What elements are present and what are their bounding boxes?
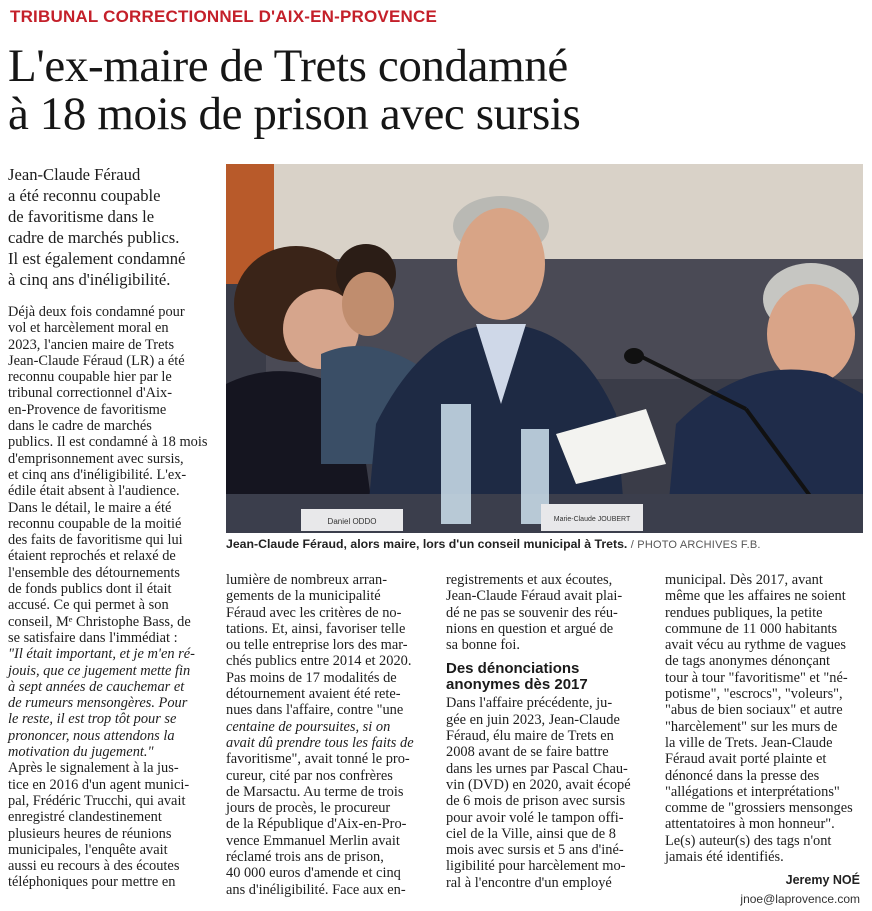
- text-line: même que les affaires ne soient: [665, 588, 846, 605]
- text-line: vence Emmanuel Merlin avait: [226, 832, 400, 849]
- text-line: de 6 mois de prison avec sursis: [446, 793, 626, 810]
- text-line: Déjà deux fois condamné pour: [8, 304, 185, 320]
- lead-line: à cinq ans d'inéligibilité.: [8, 270, 171, 289]
- text-line: registrements et aux écoutes,: [446, 572, 613, 588]
- text-line: accusé. Ce qui permet à son: [8, 597, 169, 614]
- text-line: dé ne pas se souvenir des réu-: [446, 604, 618, 621]
- text-line: Pas moins de 17 modalités de: [226, 669, 397, 686]
- author-email[interactable]: jnoe@laprovence.com: [740, 892, 860, 906]
- subheading: [446, 661, 652, 693]
- text-line: ans d'inéligibilité. Face aux en-: [226, 881, 406, 898]
- text-line: nions en question et argué de: [446, 620, 614, 637]
- text-line: favoritisme", avait tonné le pro-: [226, 751, 410, 768]
- article-column-3: [446, 572, 652, 891]
- text-line: étaient reprochés et relaxé de: [8, 548, 176, 565]
- quote-line: motivation du jugement.": [8, 744, 154, 761]
- text-line: "allégations et interprétations": [665, 783, 840, 800]
- headline: [8, 42, 848, 138]
- text-line: Féraud avec les critères de no-: [226, 604, 402, 621]
- text-line: plusieurs heures de réunions: [8, 825, 172, 842]
- text-line: ciel de la Ville, ainsi que de 8: [446, 825, 616, 842]
- caption-text: Jean-Claude Féraud, alors maire, lors d'un conseil municipal à Trets.: [226, 537, 628, 551]
- lead-line: Il est également condamné: [8, 249, 186, 268]
- quote-line: jouis, que ce jugement mette fin: [8, 662, 191, 679]
- text-line: attentatoires à mon honneur".: [665, 816, 835, 833]
- text-line: et cinq ans d'inéligibilité. L'ex-: [8, 466, 187, 483]
- text-line: 40 000 euros d'amende et cinq: [226, 865, 401, 882]
- text-line: centaine de poursuites, si on: [226, 718, 391, 735]
- text-line: dénoncé dans la presse des: [665, 767, 820, 784]
- subheading-line: anonymes dès 2017: [446, 676, 588, 694]
- text-line: tour à tour "favoritisme" et "né-: [665, 669, 848, 686]
- text-line: cureur, cité par nos confrères: [226, 767, 393, 784]
- text-line: pal, Frédéric Trucchi, qui avait: [8, 792, 186, 809]
- text-line: ral à l'encontre d'un employé: [446, 874, 612, 891]
- lead-paragraph: [8, 164, 214, 290]
- text-line: potisme", "escrocs", "voleurs",: [665, 686, 843, 703]
- text-line: se satisfaire dans l'immédiat :: [8, 629, 178, 646]
- text-line: Dans l'affaire précédente, ju-: [446, 695, 613, 712]
- text-line: vol et harcèlement moral en: [8, 320, 169, 337]
- lead-line: de favoritisme dans le: [8, 207, 155, 226]
- quote-line: de rumeurs mensongères. Pour: [8, 695, 188, 712]
- text-line: nues dans l'affaire, contre "une: [226, 702, 404, 719]
- text-line: rendues publiques, la petite: [665, 604, 823, 621]
- text-line: téléphoniques pour mettre en: [8, 874, 176, 891]
- article-photo: [226, 164, 863, 533]
- text-line: Dans le détail, le maire a été: [8, 499, 172, 516]
- article-column-2: [226, 572, 436, 898]
- photo-credit: / PHOTO ARCHIVES F.B.: [630, 539, 761, 551]
- text-line: sa bonne foi.: [446, 637, 520, 654]
- text-line: "harcèlement" sur les murs de: [665, 718, 838, 735]
- lead-line: a été reconnu coupable: [8, 186, 161, 205]
- text-line: chés publics entre 2014 et 2020.: [226, 653, 412, 670]
- text-line: tribunal correctionnel d'Aix-: [8, 385, 173, 402]
- text-line: "abus de bien sociaux" et autre: [665, 702, 843, 719]
- text-line: tice en 2016 d'un agent munici-: [8, 776, 190, 793]
- text-line: dans les urnes par Pascal Chau-: [446, 760, 628, 777]
- text-line: avait vécu au rythme de vagues: [665, 637, 847, 654]
- text-line: édile était absent à l'audience.: [8, 483, 180, 500]
- quote-line: prononcer, nous attendons la: [8, 727, 175, 744]
- text-line: mois avec sursis et 5 ans d'iné-: [446, 842, 624, 859]
- council-meeting-photo: [226, 164, 863, 533]
- text-line: conseil, Mᵉ Christophe Bass, de: [8, 613, 191, 630]
- text-line: 2023, l'ancien maire de Trets: [8, 336, 175, 353]
- text-line: gements de la municipalité: [226, 588, 381, 605]
- text-line: dans le cadre de marchés: [8, 418, 152, 435]
- text-line: comme de "grossiers mensonges: [665, 800, 853, 817]
- headline-line: L'ex-maire de Trets condamné: [8, 40, 568, 92]
- text-line: avait dû prendre tous les faits de: [226, 734, 414, 751]
- quote-line: le reste, il est trop tôt pour se: [8, 711, 177, 728]
- text-line: aussi eu recours à des écoutes: [8, 858, 180, 875]
- text-line: la ville de Trets. Jean-Claude: [665, 734, 833, 751]
- text-line: municipales, l'enquête avait: [8, 841, 168, 858]
- text-line: jours de procès, le procureur: [226, 800, 391, 817]
- text-line: Le(s) auteur(s) des tags n'ont: [665, 832, 832, 849]
- text-line: gée en juin 2023, Jean-Claude: [446, 711, 620, 728]
- text-line: vin (DVD) en 2020, avait écopé: [446, 776, 631, 793]
- headline-line: à 18 mois de prison avec sursis: [8, 88, 581, 140]
- text-line: 2008 avant de se faire battre: [446, 744, 609, 761]
- text-line: reconnu coupable de la moitié: [8, 515, 182, 532]
- text-line: commune de 11 000 habitants: [665, 620, 838, 637]
- text-line: enregistré clandestinement: [8, 809, 162, 826]
- section-kicker: TRIBUNAL CORRECTIONNEL D'AIX-EN-PROVENCE: [10, 7, 437, 26]
- text-line: en-Provence de favoritisme: [8, 401, 167, 418]
- text-line: municipal. Dès 2017, avant: [665, 572, 823, 588]
- text-line: reconnu coupable hier par le: [8, 369, 172, 386]
- nameplate-left: Daniel ODDO: [327, 517, 377, 526]
- text-line: Après le signalement à la jus-: [8, 760, 179, 777]
- text-line: jamais été identifiés.: [665, 849, 784, 866]
- lead-line: cadre de marchés publics.: [8, 228, 180, 247]
- nameplate-right: Marie-Claude JOUBERT: [553, 516, 631, 523]
- text-line: de la République d'Aix-en-Pro-: [226, 816, 407, 833]
- text-line: ou telle entreprise lors des mar-: [226, 637, 408, 654]
- author-signature: Jeremy NOÉ: [785, 873, 860, 887]
- text-line: lumière de nombreux arran-: [226, 572, 388, 588]
- photo-caption: [226, 537, 866, 551]
- text-line: ligibilité pour harcèlement mo-: [446, 858, 626, 875]
- text-line: d'emprisonnement avec sursis,: [8, 450, 184, 467]
- text-line: Jean-Claude Féraud (LR) a été: [8, 352, 185, 369]
- quote-line: à sept années de cauchemar et: [8, 678, 185, 695]
- text-line: détournement avaient été rete-: [226, 686, 401, 703]
- quote-line: "Il était important, et je m'en ré-: [8, 646, 195, 663]
- text-line: pour avoir volé le tampon offi-: [446, 809, 624, 826]
- text-line: Jean-Claude Féraud avait plai-: [446, 588, 623, 605]
- text-line: de fonds publics dont il était: [8, 581, 172, 598]
- article-column-4: [665, 572, 865, 865]
- text-line: des faits de favoritisme qui lui: [8, 532, 183, 549]
- article-column-1: [8, 304, 208, 891]
- text-line: réclamé trois ans de prison,: [226, 849, 384, 866]
- text-line: tations. Et, ainsi, favoriser telle: [226, 620, 406, 637]
- text-line: de Marsactu. Au terme de trois: [226, 783, 404, 800]
- text-line: Féraud avait porté plainte et: [665, 751, 827, 768]
- lead-line: Jean-Claude Féraud: [8, 165, 141, 184]
- text-line: publics. Il est condamné à 18 mois: [8, 434, 208, 451]
- subheading-line: Des dénonciations: [446, 660, 580, 678]
- text-line: de tags anonymes dénonçant: [665, 653, 831, 670]
- text-line: Féraud, élu maire de Trets en: [446, 728, 614, 745]
- text-line: l'ensemble des détournements: [8, 564, 181, 581]
